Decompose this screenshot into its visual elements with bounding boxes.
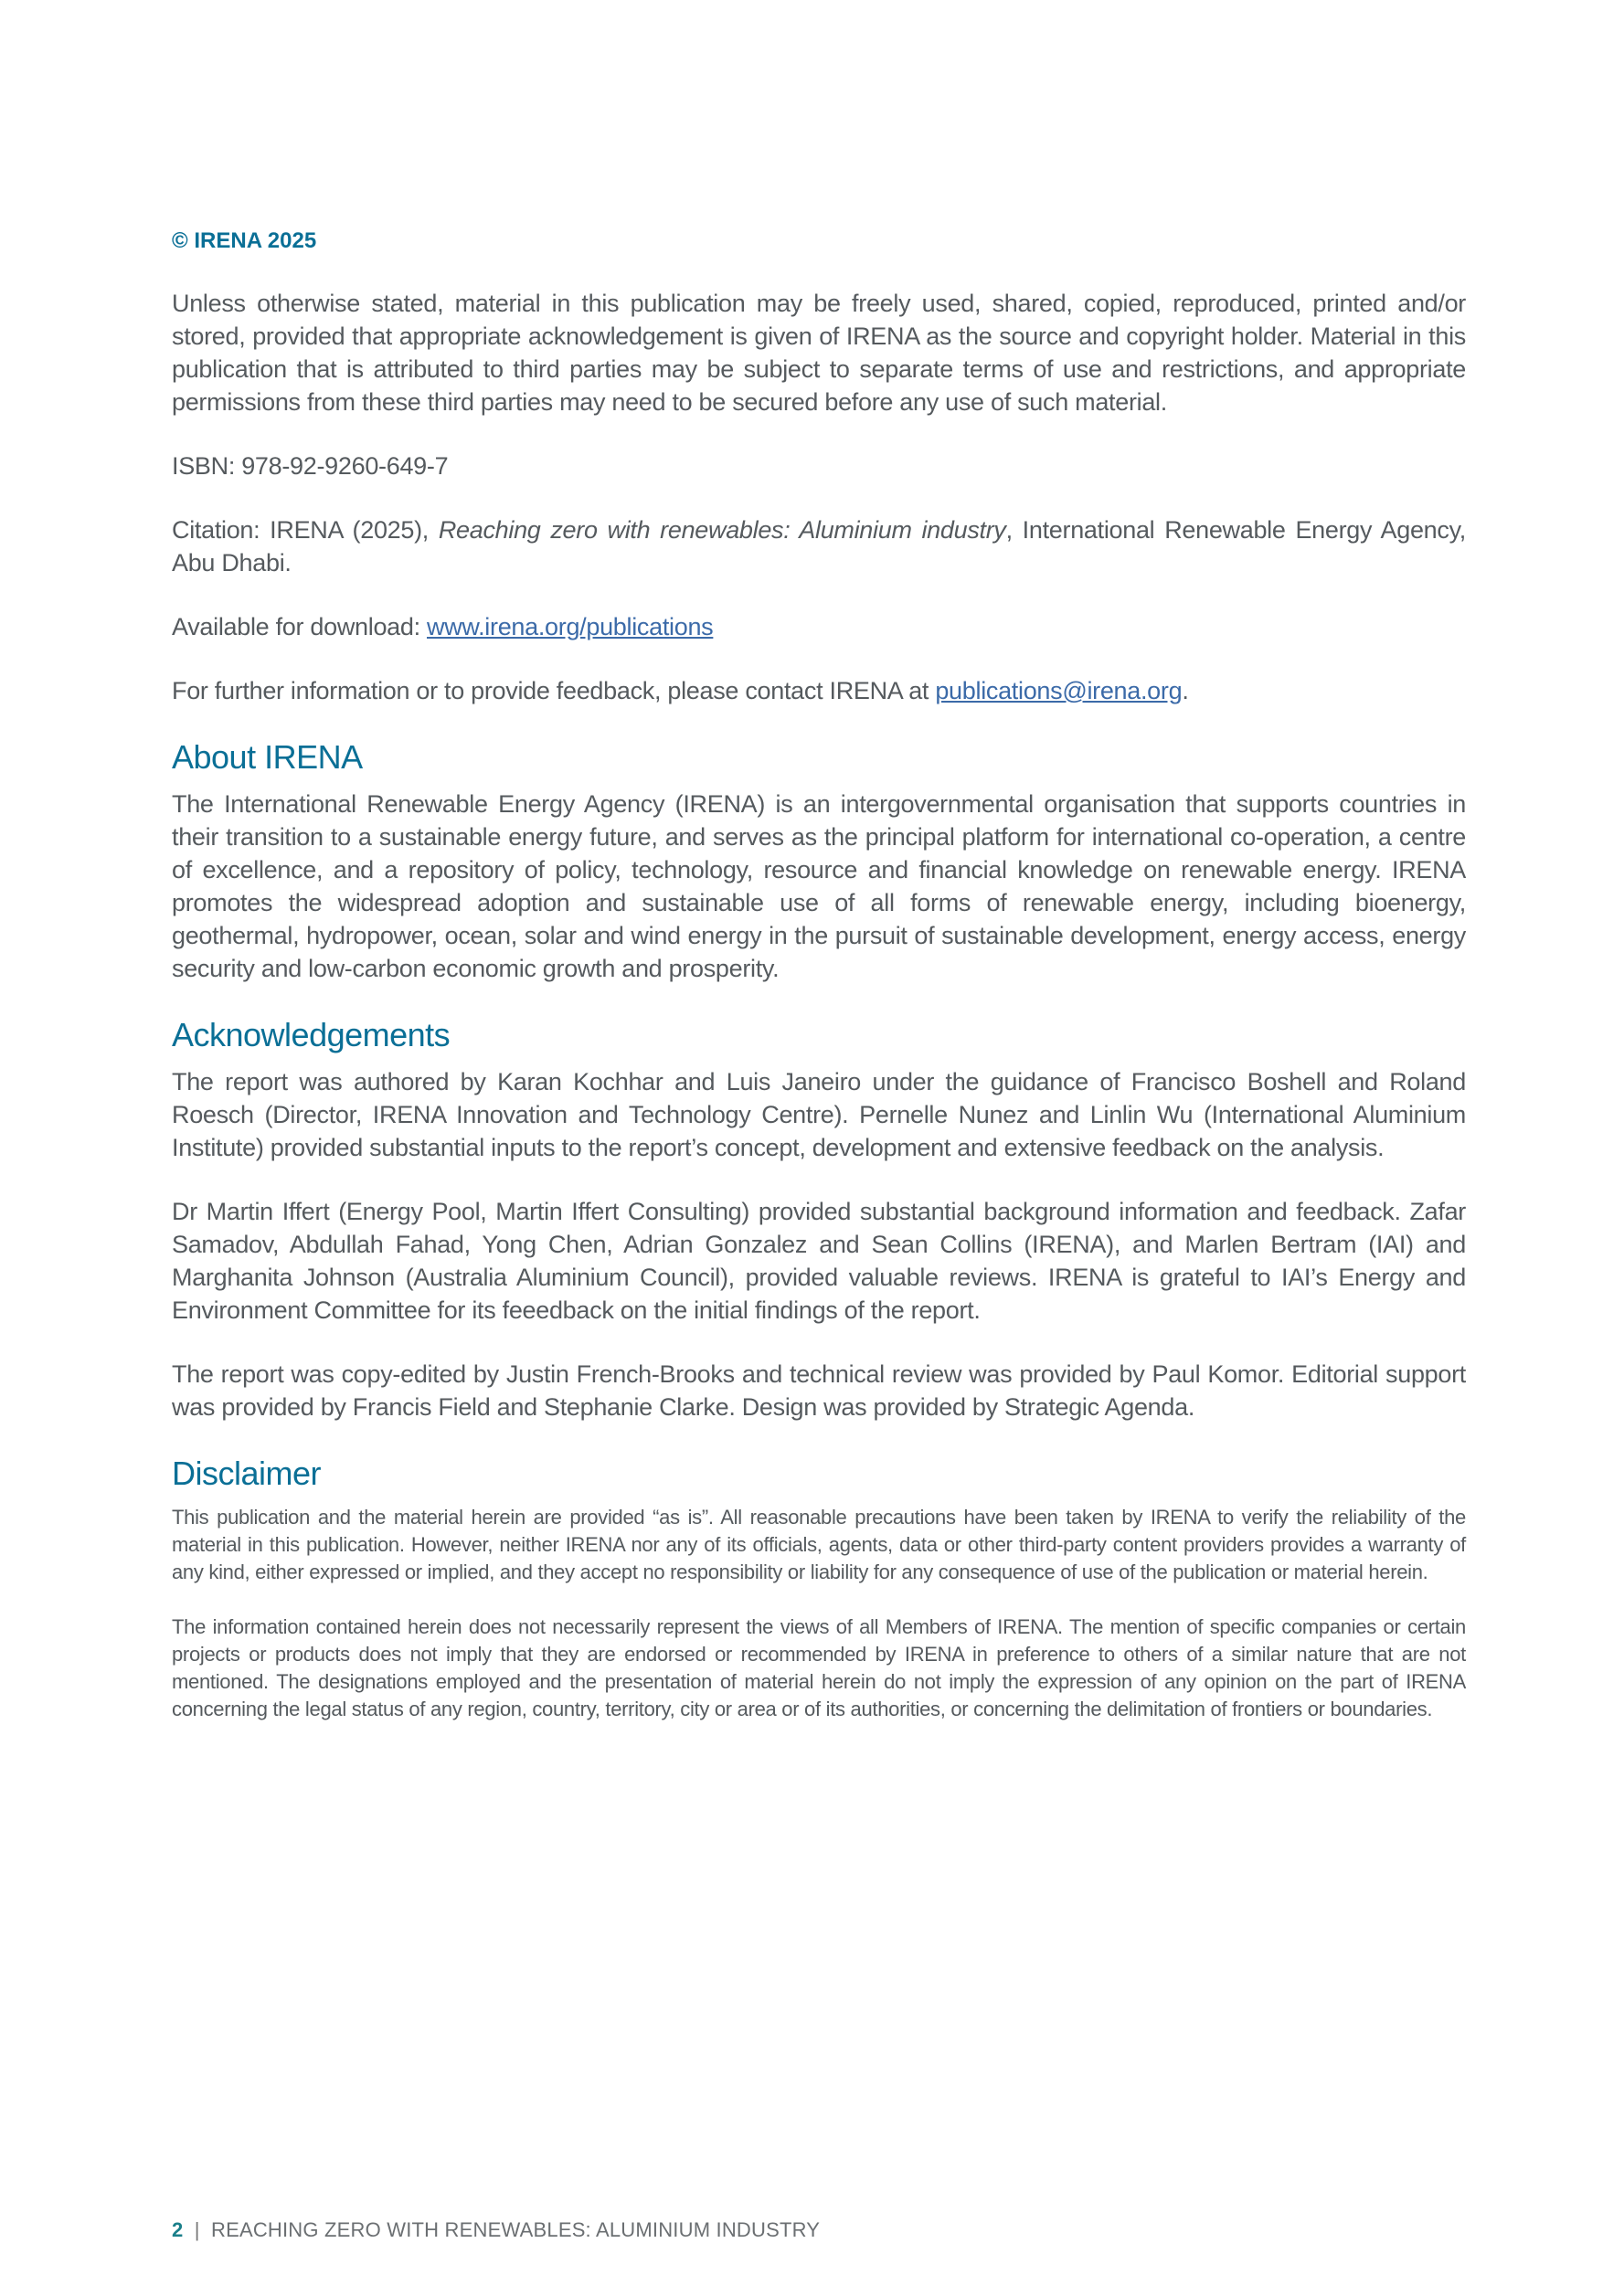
disclaimer-heading: Disclaimer bbox=[172, 1455, 322, 1492]
page-footer bbox=[172, 2218, 820, 2242]
acknowledgements-paragraph: The report was copy-edited by Justin French-Brooks and technical review was provided by Paul Komor. Editorial support was provided by Francis Field and Stephanie Clarke. Design was provided by Strategic Agenda. bbox=[172, 1360, 1466, 1421]
citation-prefix: Citation: IRENA (2025), bbox=[172, 516, 439, 544]
page-number: 2 bbox=[172, 2218, 184, 2241]
isbn: ISBN: 978-92-9260-649-7 bbox=[172, 452, 449, 480]
about-heading: About IRENA bbox=[172, 738, 363, 776]
download-label: Available for download: bbox=[172, 613, 427, 640]
disclaimer-paragraph: The information contained herein does not necessarily represent the views of all Members of IRENA. The mention of specific companies or certain projects or products does not imply that they are endorsed or recommended by IRENA in preference to others of a similar nature that are not mentioned. The designations employed and the presentation of material herein do not imply the expression of any opinion on the part of IRENA concerning the legal status of any region, country, territory, city or area or of its authorities, or concerning the delimitation of frontiers or boundaries. bbox=[172, 1615, 1466, 1720]
citation-title: Reaching zero with renewables: Aluminium industry bbox=[438, 516, 1006, 544]
acknowledgements-heading: Acknowledgements bbox=[172, 1016, 451, 1053]
footer-separator: | bbox=[194, 2218, 200, 2241]
copyright-notice: © IRENA 2025 bbox=[172, 228, 317, 253]
publications-email-link[interactable]: publications@irena.org bbox=[935, 677, 1183, 704]
citation bbox=[172, 513, 1466, 579]
footer-title: REACHING ZERO WITH RENEWABLES: ALUMINIUM INDUSTRY bbox=[210, 2218, 821, 2241]
acknowledgements-paragraph: Dr Martin Iffert (Energy Pool, Martin Iffert Consulting) provided substantial background information and feedback. Zafar Samadov, Abdullah Fahad, Yong Chen, Adrian Gonzalez and Sean Collins (IRENA), and Marlen Bertram (IAI) and Marghanita Johnson (Australia Aluminium Council), provided valuable reviews. IRENA is grateful to IAI’s Energy and Environment Committee for its feeedback on the initial findings of the report. bbox=[172, 1198, 1466, 1324]
feedback-label: For further information or to provide feedback, please contact IRENA at bbox=[172, 677, 936, 704]
about-text: The International Renewable Energy Agency (IRENA) is an intergovernmental organisation that supports countries in their transition to a sustainable energy future, and serves as the principal platform for international co-operation, a centre of excellence, and a repository of policy, technology, resource and financial knowledge on renewable energy. IRENA promotes the widespread adoption and sustainable use of all forms of renewable energy, including bioenergy, geothermal, hydropower, ocean, solar and wind energy in the pursuit of sustainable development, energy access, energy security and low-carbon economic growth and prosperity. bbox=[172, 790, 1466, 982]
license-paragraph: Unless otherwise stated, material in this publication may be freely used, shared, copied, reproduced, printed and/or stored, provided that appropriate acknowledgement is given of IRENA as the source and copyright holder. Material in this publication that is attributed to third parties may be subject to separate terms of use and restrictions, and appropriate permissions from these third parties may need to be secured before any use of such material. bbox=[172, 290, 1466, 416]
feedback-line bbox=[172, 674, 1466, 707]
disclaimer-body bbox=[172, 1504, 1466, 1723]
feedback-end: . bbox=[1182, 677, 1189, 704]
download-line bbox=[172, 610, 1466, 643]
publications-link[interactable]: www.irena.org/publications bbox=[427, 613, 714, 640]
disclaimer-paragraph: This publication and the material herein are provided “as is”. All reasonable precautions have been taken by IRENA to verify the reliability of the material in this publication. However, neither IRENA nor any of its officials, agents, data or other third-party content providers provides a warranty of any kind, either expressed or implied, and they accept no responsibility or liability for any consequence of use of the publication or material herein. bbox=[172, 1506, 1466, 1583]
page-content bbox=[172, 228, 1466, 1751]
acknowledgements-paragraph: The report was authored by Karan Kochhar and Luis Janeiro under the guidance of Francisco Boshell and Roland Roesch (Director, IRENA Innovation and Technology Centre). Pernelle Nunez and Linlin Wu (International Aluminium Institute) provided substantial inputs to the report’s concept, development and extensive feedback on the analysis. bbox=[172, 1068, 1466, 1161]
citation-suffix: , International Renewable Energy Agency, Abu Dhabi. bbox=[172, 516, 1466, 577]
